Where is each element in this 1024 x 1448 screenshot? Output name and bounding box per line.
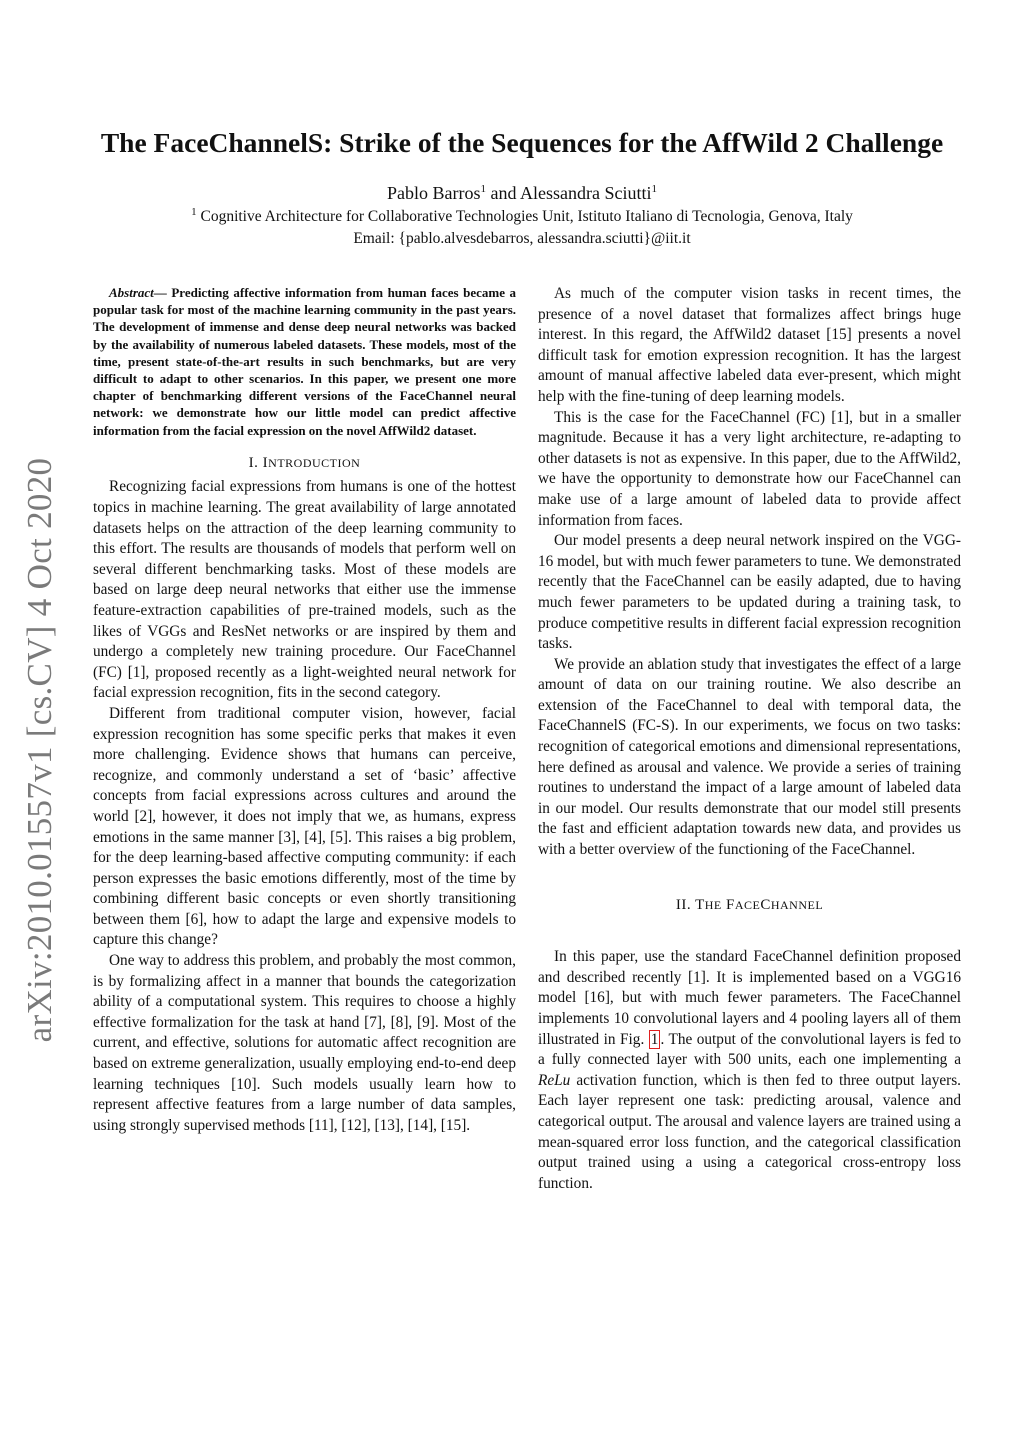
paragraph: We provide an ablation study that investigates the effect of a large amount of data on our training routine. We also describe an extension of the FaceChannel to deal with temporal data, the FaceChannelS (FC-S). In our experiments, we focus on two tasks: recognition of categorical emotions and dimensional representations, here defined as arousal and valence. We provide a series of training routines to understand the impact of a large amount of labeled data in our model. Our results demonstrate that our model still presents the fast and efficient adaptation towards new data, and provides us with a better overview of the functioning of the FaceChannel. <box>538 655 961 859</box>
affiliation-text: Cognitive Architecture for Collaborative Technologies Unit, Istituto Italiano di Tecnologia, Genova, Italy <box>200 208 853 225</box>
paragraph: As much of the computer vision tasks in recent times, the presence of a novel dataset that formalizes affect brings huge interest. In this regard, the AffWild2 dataset [15] presents a novel difficult task for emotion expression recognition. It has the largest amount of manual affective labeled data ever-present, which might help with the fine-tuning of deep learning models. <box>538 285 961 405</box>
paragraph: Our model presents a deep neural network inspired on the VGG-16 model, but with much fewer parameters to tune. We demonstrated recently that the FaceChannel can be easily adapted, due to having much fewer parameters to be updated during a training task, to produce competitive results in different facial expression recognition tasks. <box>538 532 961 653</box>
abstract-label: Abstract <box>109 285 154 300</box>
author-name: Alessandra Sciutti <box>520 183 652 203</box>
abstract: Abstract— Predicting affective information from human faces became a popular task for most of the machine learning community in the past years. The development of immense and dense deep neural networks was backed by the availability of numerous labeled datasets. These models, most of the time, present state-of-the-art results in such benchmarks, but are very difficult to adapt to other scenarios. In this paper, we present one more chapter of benchmarking different versions of the FaceChannel neural network: we demonstrate how our little model can predict affective information from the facial expression on the novel AffWild2 dataset. <box>93 285 517 438</box>
figure-reference-link[interactable]: 1 <box>650 1030 659 1048</box>
section-number: II. <box>675 896 692 913</box>
section-number: I. <box>248 454 259 471</box>
abstract-text: Predicting affective information from human faces became a popular task for most of the machine learning community in the past years. The development of immense and dense deep neural networks was backed by the availability of numerous labeled datasets. These models, most of the time, present state-of-the-art results in such benchmarks, but are very difficult to adapt to other scenarios. In this paper, we present one more chapter of benchmarking different versions of the FaceChannel neural network: we demonstrate how our little model can predict affective information from the facial expression on the novel AffWild2 dataset. <box>93 285 517 438</box>
section-heading-facechannel: II. THE FACECHANNEL <box>675 896 824 913</box>
right-column <box>538 284 961 1194</box>
paragraph: Different from traditional computer vision, however, facial expression recognition has some specific perks that makes it even more challenging. Evidence shows that humans can perceive, recognize, and commonly understand a set of ‘basic’ affective concepts from facial expressions across cultures and around the world [2], however, it does not imply that we, as humans, express emotions in the same manner [3], [4], [5]. This raises a big problem, for the deep learning-based affective computing community: if each person expresses the basic emotions differently, most of the time by combining different basic concepts or even shortly transitioning between them [6], how to adapt the large and expensive models to capture this change? <box>93 704 516 949</box>
affiliation <box>60 206 984 228</box>
left-column <box>93 284 516 1136</box>
paragraph: This is the case for the FaceChannel (FC) [1], but in a smaller magnitude. Because it has a very light architecture, re-adapting to other datasets is not as expensive. In this paper, due to the AffWild2, we have the opportunity to demonstrate how our FaceChannel can make use of a large amount of labeled data to provide affect information from faces. <box>538 408 961 529</box>
section-heading-introduction: I. INTRODUCTION <box>248 454 361 471</box>
author-email: Email: {pablo.alvesdebarros, alessandra.sciutti}@iit.it <box>353 230 691 247</box>
arxiv-stamp <box>0 457 80 1043</box>
author-name: Pablo Barros <box>387 183 481 203</box>
author-conjunction: and <box>490 183 517 203</box>
affiliation-mark: 1 <box>191 205 197 218</box>
author-line <box>60 180 984 206</box>
paragraph: One way to address this problem, and probably the most common, is by formalizing affect in a manner that bounds the categorization ability of a computational system. This requires to choose a highly effective formalization for the task at hand [7], [8], [9]. Most of the current, and effective, solutions for automatic affect recognition are based on extreme generalization, usually employing end-to-end deep learning techniques [10]. Such models usually learn how to represent affective features from a large number of data samples, using strongly supervised methods [11], [12], [13], [14], [15]. <box>93 952 516 1134</box>
paragraph: In this paper, use the standard FaceChannel definition proposed and described recently [1]. It is implemented based on a VGG16 model [16], but with much fewer parameters. The FaceChannel implements 10 convolutional layers and 4 pooling layers all of them illustrated in Fig. 1 . The output of the convolutional layers is fed to a fully connected layer with 500 units, each one implementing a ReLu activation function, which is then fed to three output layers. Each layer represent one task: predicting arousal, valence and categorical output. The arousal and valence layers are trained using a mean-squared error loss function, and the categorical classification output trained using a using a categorical cross-entropy loss function. <box>538 948 962 1192</box>
arxiv-identifier: arXiv:2010.01557v1 [cs.CV] 4 Oct 2020 <box>20 457 59 1043</box>
paper-title: The FaceChannelS: Strike of the Sequences for the AffWild 2 Challenge <box>100 127 944 158</box>
author-affil-mark: 1 <box>480 183 486 195</box>
paragraph: Recognizing facial expressions from humans is one of the hottest topics in machine learning. The great availability of large annotated datasets helps on the attraction of the deep learning community to this effort. The results are thousands of models that perform well on several different benchmarking tasks. Most of these models are based on large deep neural networks that either use the immense feature-extraction capabilities of pre-trained models, such as the likes of VGGs and ResNet networks or are inspired by them and undergo a completely new training procedure. Our FaceChannel (FC) [1], proposed recently as a light-weighted neural network for facial expression recognition, fits in the second category. <box>93 478 516 702</box>
author-affil-mark: 1 <box>651 183 657 195</box>
